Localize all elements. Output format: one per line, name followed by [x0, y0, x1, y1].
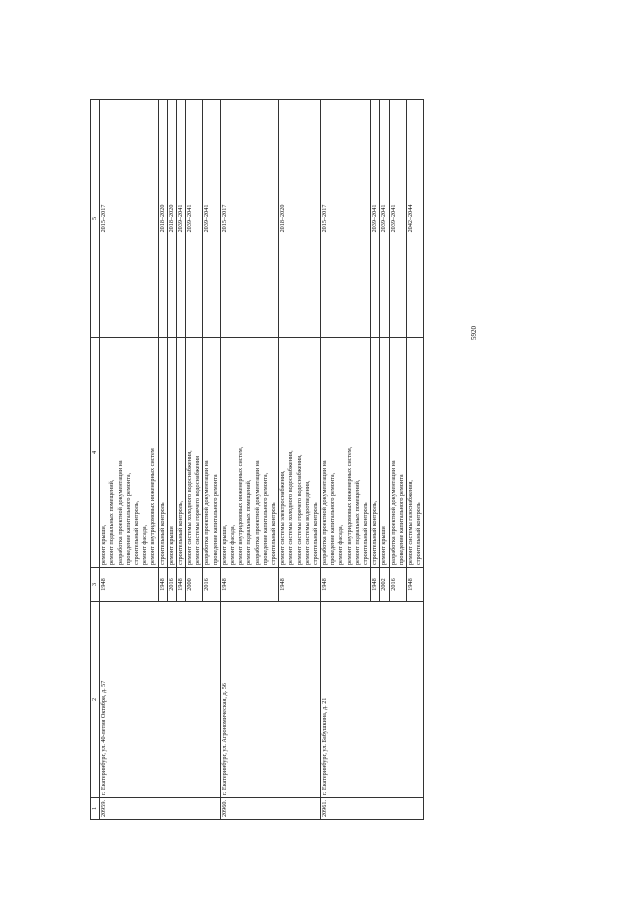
works-cell — [371, 338, 380, 568]
object-number-cell: 20961. — [321, 798, 424, 820]
work-line: ремонт системы водоотведения, — [303, 480, 311, 565]
work-line: ремонт подвальных помещений, — [245, 479, 253, 565]
work-line: строительный контроль, — [371, 500, 379, 565]
work-line: строительный контроль — [269, 502, 277, 565]
work-line: ремонт фасада, — [337, 524, 345, 565]
period-cell: 2015–2017 — [100, 100, 158, 338]
work-line: ремонт подвальных помещений, — [108, 479, 116, 565]
work-line: строительный контроль — [415, 502, 423, 565]
work-line: строительный контроль — [311, 502, 319, 565]
works-cell — [220, 338, 278, 568]
work-line: строительный контроль, — [132, 500, 140, 565]
period-cell: 2018–2020 — [279, 100, 321, 338]
works-cell — [279, 338, 321, 568]
period-cell: 2018–2020 — [158, 100, 167, 338]
period-cell: 2039–2041 — [186, 100, 203, 338]
works-cell — [100, 338, 158, 568]
work-line: ремонт фасада, — [229, 524, 236, 565]
year-cell: 1948 — [220, 568, 278, 602]
work-line: ремонт крыши — [380, 526, 388, 565]
works-cell — [186, 338, 203, 568]
table-row — [100, 100, 158, 820]
header-cell: 3 — [91, 568, 100, 602]
work-line: ремонт внутридомовых инженерных систем, — [345, 446, 353, 565]
work-line: ремонт системы холодного водоснабжения, — [287, 450, 295, 565]
page-number: 5920 — [470, 326, 478, 340]
header-cell: 2 — [91, 602, 100, 798]
period-cell: 2039–2041 — [380, 100, 389, 338]
work-line: проведение капитального ремонта, — [329, 472, 337, 565]
work-line: ремонт системы газоснабжения, — [406, 480, 414, 565]
year-cell: 1948 — [371, 568, 380, 602]
year-cell: 2002 — [380, 568, 389, 602]
period-cell: 2015–2017 — [220, 100, 278, 338]
table-row — [220, 100, 278, 820]
object-number-cell: 20960. — [220, 798, 320, 820]
works-cell — [158, 338, 167, 568]
year-cell: 1948 — [406, 568, 423, 602]
rotated-table-container — [90, 100, 640, 820]
work-line: ремонт системы горячего водоснабжения, — [295, 454, 303, 565]
year-cell: 2016 — [167, 568, 176, 602]
work-line: проведение капитального ремонта — [397, 474, 405, 565]
work-line: строительный контроль, — [176, 500, 184, 565]
work-line: ремонт системы горячего водоснабжения — [194, 456, 202, 565]
year-cell: 2016 — [203, 568, 220, 602]
address-cell: г. Екатеринбург, ул. 40-летия Октября, д. 57 — [100, 602, 221, 798]
object-number-cell: 20959. — [100, 798, 221, 820]
year-cell: 1948 — [321, 568, 371, 602]
work-line: ремонт крыши, — [100, 524, 108, 565]
year-cell: 2000 — [186, 568, 203, 602]
year-cell: 1948 — [279, 568, 321, 602]
work-line: проведение капитального ремонта, — [124, 472, 132, 565]
work-line: разработка проектной документации на — [116, 460, 124, 565]
period-cell: 2039–2041 — [371, 100, 380, 338]
work-line: строительный контроль — [158, 502, 166, 565]
work-line: ремонт крыши, — [220, 524, 228, 565]
period-cell: 2039–2041 — [389, 100, 406, 338]
address-cell: г. Екатеринбург, ул. Агрономическая, д. 56 — [220, 602, 320, 798]
year-cell: 2016 — [389, 568, 406, 602]
year-cell: 1948 — [158, 568, 167, 602]
works-cell — [203, 338, 220, 568]
work-line: ремонт подвальных помещений, — [353, 479, 361, 565]
works-cell — [389, 338, 406, 568]
work-line: ремонт внутридомовых инженерных систем, — [237, 446, 245, 565]
year-cell: 1948 — [100, 568, 158, 602]
year-cell: 1948 — [176, 568, 185, 602]
work-line: разработка проектной документации на — [389, 460, 397, 565]
period-cell: 2039–2041 — [203, 100, 220, 338]
repair-schedule-table — [90, 99, 424, 820]
work-line: проведение капитального ремонта — [211, 474, 219, 565]
header-row — [91, 100, 100, 820]
work-line: разработка проектной документации на — [203, 460, 211, 565]
work-line: ремонт фасада, — [141, 524, 149, 565]
work-line: ремонт крыши — [167, 526, 175, 565]
work-line: ремонт внутридомовых инженерных систем — [149, 448, 157, 565]
work-line: ремонт системы холодного водоснабжения, — [186, 450, 194, 565]
work-line: разработка проектной документации на — [253, 460, 261, 565]
works-cell — [406, 338, 423, 568]
period-cell: 2015–2017 — [321, 100, 371, 338]
header-cell: 1 — [91, 798, 100, 820]
works-cell — [380, 338, 389, 568]
works-cell — [321, 338, 371, 568]
work-line: ремонт системы электроснабжения, — [279, 470, 287, 565]
work-line: проведение капитального ремонта, — [261, 472, 269, 565]
header-cell: 5 — [91, 100, 100, 338]
work-line: разработка проектной документации на — [321, 460, 329, 565]
period-cell: 2039–2041 — [176, 100, 185, 338]
table-row — [321, 100, 371, 820]
work-line: строительный контроль — [362, 502, 369, 565]
header-cell: 4 — [91, 338, 100, 568]
works-cell — [167, 338, 176, 568]
period-cell: 2042–2044 — [406, 100, 423, 338]
address-cell: г. Екатеринбург, ул. Бабушкина, д. 21 — [321, 602, 424, 798]
period-cell: 2018–2020 — [167, 100, 176, 338]
works-cell — [176, 338, 185, 568]
